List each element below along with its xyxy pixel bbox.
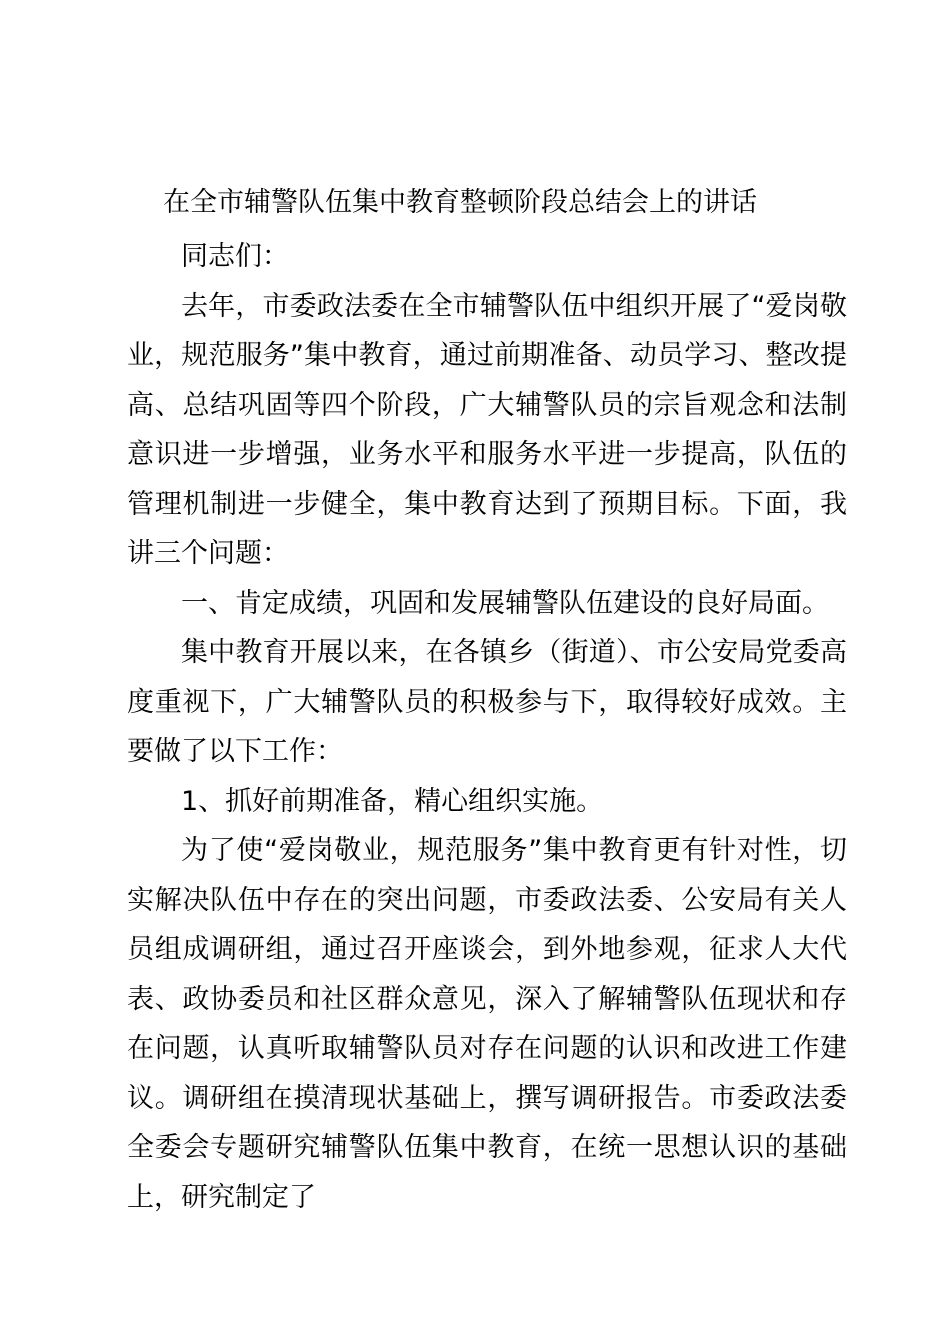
document-body [127,232,847,1222]
paragraph-preparation: 为了使“爱岗敬业，规范服务”集中教育更有针对性，切实解决队伍中存在的突出问题，市委政法委、公安局有关人员组成调研组，通过召开座谈会，到外地参观，征求人大代表、政协委员和社区群众意见，深入了解辅警队伍现状和存在问题，认真听取辅警队员对存在问题的认识和改进工作建议。调研组在摸清现状基础上，撰写调研报告。市委政法委全委会专题研究辅警队伍集中教育，在统一思想认识的基础上，研究制定了 [127,835,847,1213]
greeting: 同志们： [181,241,289,272]
paragraph-achievements: 集中教育开展以来，在各镇乡（街道）、市公安局党委高度重视下，广大辅警队员的积极参与下，取得较好成效。主要做了以下工作： [127,637,847,767]
subsection-heading-1: 1、抓好前期准备，精心组织实施。 [181,785,604,817]
document-title: 在全市辅警队伍集中教育整顿阶段总结会上的讲话 [163,187,757,218]
paragraph-intro: 去年，市委政法委在全市辅警队伍中组织开展了“爱岗敬业，规范服务”集中教育，通过前期准备、动员学习、整改提高、总结巩固等四个阶段，广大辅警队员的宗旨观念和法制意识进一步增强，业务水平和服务水平进一步提高，队伍的管理机制进一步健全，集中教育达到了预期目标。下面，我讲三个问题： [127,290,847,569]
section-heading-1: 一、肯定成绩，巩固和发展辅警队伍建设的良好局面。 [181,587,829,619]
